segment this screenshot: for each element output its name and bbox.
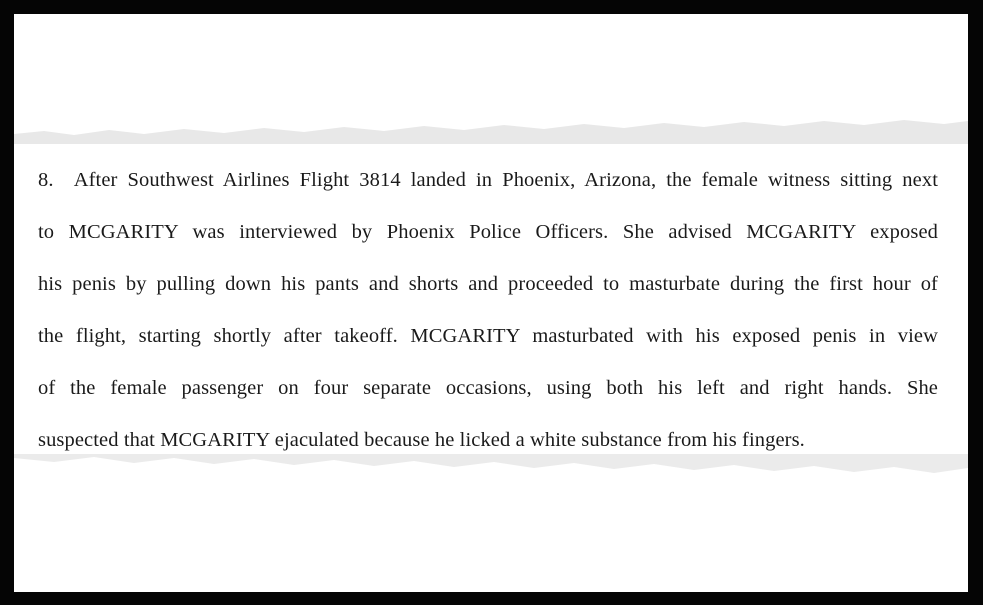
paragraph-line-4: the flight, starting shortly after takeoff. MCGARITY masturbated with his exposed penis in view [38,325,938,347]
paragraph-line-3: his penis by pulling down his pants and shorts and proceeded to masturbate during the first hour of [38,273,938,295]
paragraph-line-2: to MCGARITY was interviewed by Phoenix Police Officers. She advised MCGARITY exposed [38,221,938,243]
paragraph-number: 8. [38,169,54,191]
document-frame [14,14,968,592]
paragraph-line-1 [38,154,938,206]
line-text: After Southwest Airlines Flight 3814 landed in Phoenix, Arizona, the female witness sitting next [73,169,939,191]
affidavit-paragraph [38,154,938,466]
top-tear-shadow [14,120,968,144]
paragraph-line-5: of the female passenger on four separate occasions, using both his left and right hands. She [38,377,938,399]
paragraph-line-6: suspected that MCGARITY ejaculated because he licked a white substance from his fingers. [38,429,805,451]
